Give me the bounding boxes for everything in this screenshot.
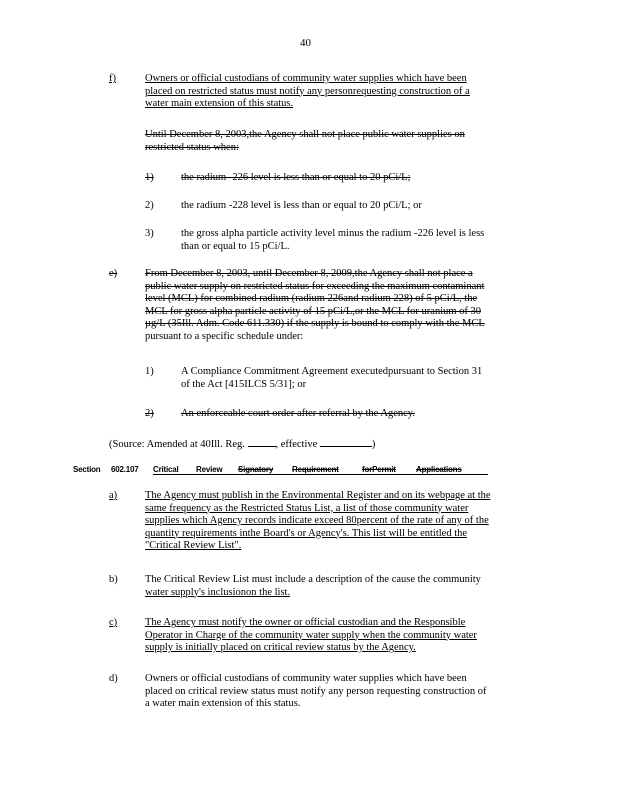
para-a-line: supplies which Agency records indicate exceed 80percent of the rate of any of the — [145, 515, 489, 526]
e-item-1-num: 1) — [145, 366, 154, 377]
para-c-label: c) — [109, 617, 118, 628]
source-close: ) — [371, 439, 376, 450]
para-f-text — [145, 73, 540, 111]
para-e-line: µg/L (35Ill. Adm. Code 611.330) if the supply is bound to comply with the MCL — [145, 318, 485, 329]
until-item-2-text: the radium -228 level is less than or equal to 20 pCi/L; or — [181, 200, 422, 211]
para-b-line: water supply's inclusionon the list. — [145, 586, 291, 598]
para-e-line: From December 8, 2003, until December 8, 2009,the Agency shall not place a — [145, 268, 473, 279]
section-title — [153, 464, 488, 475]
until-item-1-text: the radium -226 level is less than or equal to 20 pCi/L; — [181, 172, 411, 183]
until-item-3-line: than or equal to 15 pCi/L. — [181, 240, 290, 252]
para-d-label: d) — [109, 673, 118, 684]
section-number: 602.107 — [111, 465, 139, 474]
until-line: restricted status when: — [145, 141, 239, 153]
source-effective: , effective — [275, 439, 318, 450]
para-f-line: water main extension of this status. — [145, 98, 294, 109]
page-number: 40 — [300, 37, 311, 49]
source-blank-reg — [248, 436, 276, 447]
section-title-word: Requirement — [292, 465, 339, 474]
until-item-3-line: the gross alpha particle activity level minus the radium -226 level is less — [181, 228, 485, 239]
until-item-2-num: 2) — [145, 200, 154, 211]
para-e-line: MCL for gross alpha particle activity of 15 pCi/L,or the MCL for uranium of 30 — [145, 305, 482, 317]
para-b-text — [145, 574, 540, 599]
para-e-line: public water supply on restricted status for exceeding the maximum contaminant — [145, 280, 485, 292]
para-b-line: The Critical Review List must include a description of the cause the community — [145, 574, 481, 585]
until-item-3-text — [181, 228, 526, 253]
section-title-word: Critical — [153, 465, 179, 474]
until-item-1-num: 1) — [145, 172, 154, 183]
para-f-label: f) — [109, 73, 116, 84]
para-e-line: pursuant to a specific schedule under: — [145, 330, 304, 342]
section-title-word: Signatory — [238, 465, 274, 474]
para-a-line: The Agency must publish in the Environmental Register and on its webpage at the — [145, 490, 491, 501]
section-label: Section — [73, 465, 101, 474]
para-e-line: level (MCL) for combined radium (radium 226and radium 228) of 5 pCi/L, the — [145, 293, 478, 304]
section-title-word: forPermit — [362, 465, 396, 474]
para-c-line: Operator in Charge of the community water supply when the community water — [145, 629, 477, 641]
para-a-line: "Critical Review List". — [145, 540, 242, 551]
para-f-line: Owners or official custodians of community water supplies which have been — [145, 73, 467, 84]
para-c-line: supply is initially placed on critical review status by the Agency. — [145, 642, 416, 653]
para-e-text — [145, 268, 540, 343]
until-paragraph — [145, 129, 540, 154]
para-f-line: placed on restricted status must notify any personrequesting construction of a — [145, 85, 470, 97]
para-a-label: a) — [109, 490, 118, 501]
e-item-1-line: of the Act [415ILCS 5/31]; or — [181, 378, 307, 390]
source-text: (Source: Amended at 40Ill. Reg. — [109, 439, 245, 450]
para-d-text — [145, 673, 540, 711]
para-d-line: Owners or official custodians of community water supplies which have been — [145, 673, 467, 684]
para-b-label: b) — [109, 574, 118, 585]
e-item-1-text — [181, 366, 526, 391]
para-a-text — [145, 490, 540, 553]
section-title-word: Applications — [416, 465, 462, 474]
para-d-line: placed on critical review status must notify any person requesting construction of — [145, 685, 487, 697]
e-item-1-line: A Compliance Commitment Agreement executedpursuant to Section 31 — [181, 366, 483, 377]
para-c-line: The Agency must notify the owner or official custodian and the Responsible — [145, 617, 466, 628]
source-note — [109, 436, 375, 452]
e-item-2-text: An enforceable court order after referral by the Agency. — [181, 408, 415, 419]
para-c-text — [145, 617, 540, 655]
source-blank-date — [320, 436, 372, 447]
until-line: Until December 8, 2003,the Agency shall not place public water supplies on — [145, 129, 465, 140]
until-item-3-num: 3) — [145, 228, 154, 239]
para-d-line: a water main extension of this status. — [145, 698, 301, 709]
e-item-2-num: 2) — [145, 408, 154, 419]
para-a-line: same frequency as the Restricted Status List, a list of those community water — [145, 502, 469, 514]
para-e-label: e) — [109, 268, 118, 279]
section-title-word: Review — [196, 465, 223, 474]
para-a-line: quantity requirements inthe Board's or Agency's. This list will be entitled the — [145, 527, 468, 539]
